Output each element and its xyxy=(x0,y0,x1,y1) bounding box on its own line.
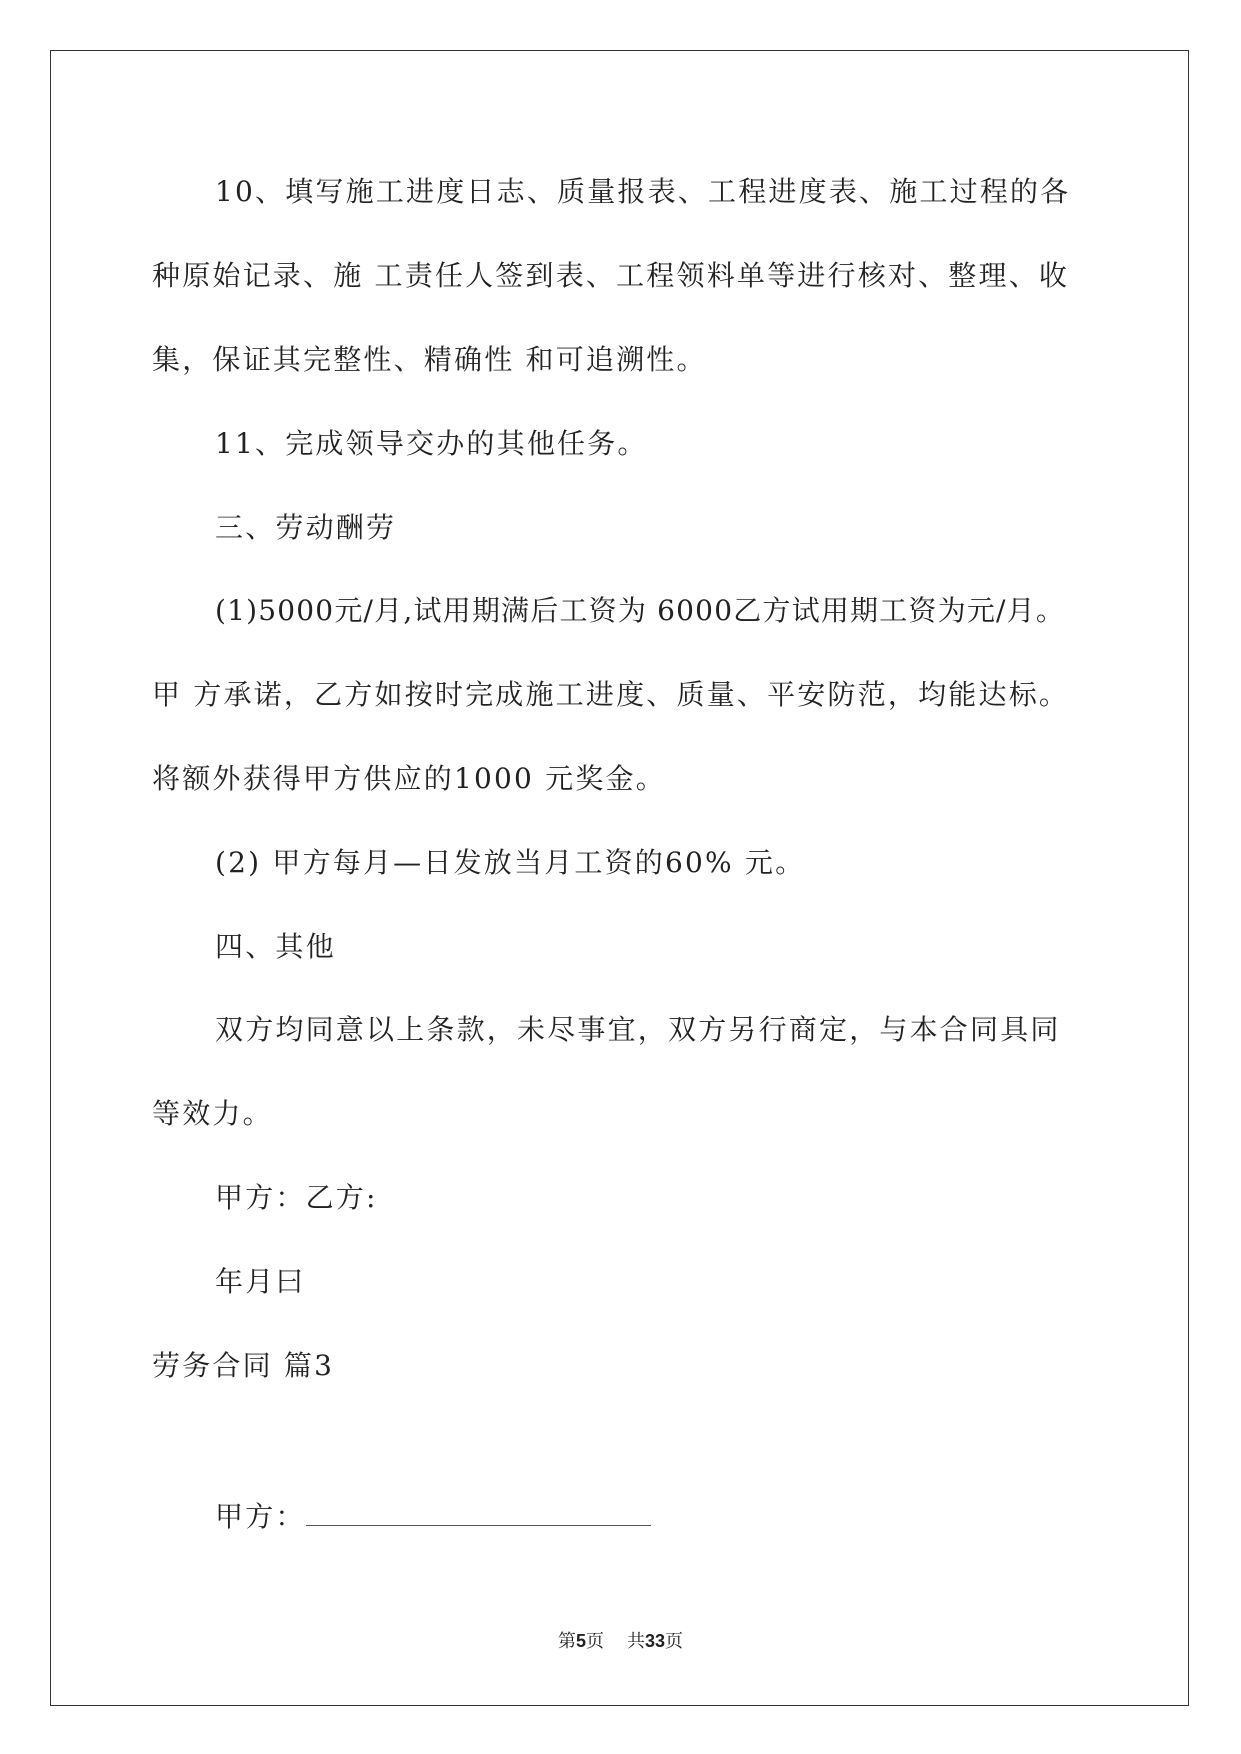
footer-page-number: 5 xyxy=(576,1631,587,1651)
pay-item-1-line-1: (1)5000元/月,试用期满后工资为 6000乙方试用期工资为元/月。 xyxy=(215,594,1066,627)
footer-total-suffix: 页 xyxy=(664,1631,683,1652)
other-clause-line-2: 等效力。 xyxy=(152,1097,273,1130)
party-a-label: 甲方： xyxy=(215,1500,306,1533)
clause-10-line-3: 集，保证其完整性、精确性 和可追溯性。 xyxy=(152,343,707,376)
page-footer xyxy=(0,1630,1241,1653)
footer-total-prefix: 共 xyxy=(626,1631,645,1652)
date-line: 年月曰 xyxy=(215,1265,306,1298)
section-four-heading: 四、其他 xyxy=(215,930,336,963)
pay-item-1-line-2: 甲 方承诺，乙方如按时完成施工进度、质量、平安防范，均能达标。 xyxy=(152,678,1070,711)
party-a-signature-line xyxy=(306,1525,651,1526)
footer-page-suffix: 页 xyxy=(586,1631,605,1652)
other-clause-line-1: 双方均同意以上条款，未尽事宜，双方另行商定，与本合同具同 xyxy=(215,1013,1061,1046)
contract-title: 劳务合同 篇3 xyxy=(152,1349,335,1382)
clause-11: 11、完成领导交办的其他任务。 xyxy=(215,427,648,460)
footer-total-pages: 33 xyxy=(644,1631,665,1651)
section-three-heading: 三、劳动酬劳 xyxy=(215,511,397,544)
pay-item-1-line-3: 将额外获得甲方供应的1000 元奖金。 xyxy=(152,762,666,795)
clause-10-line-2: 种原始记录、施 工责任人签到表、工程领料单等进行核对、整理、收 xyxy=(152,259,1070,292)
footer-page-prefix: 第 xyxy=(558,1631,577,1652)
signature-parties: 甲方：乙方: xyxy=(215,1181,378,1214)
pay-item-2: (2) 甲方每月—日发放当月工资的60% 元。 xyxy=(215,846,806,879)
clause-10-line-1: 10、填写施工进度日志、质量报表、工程进度表、施工过程的各 xyxy=(215,175,1071,208)
